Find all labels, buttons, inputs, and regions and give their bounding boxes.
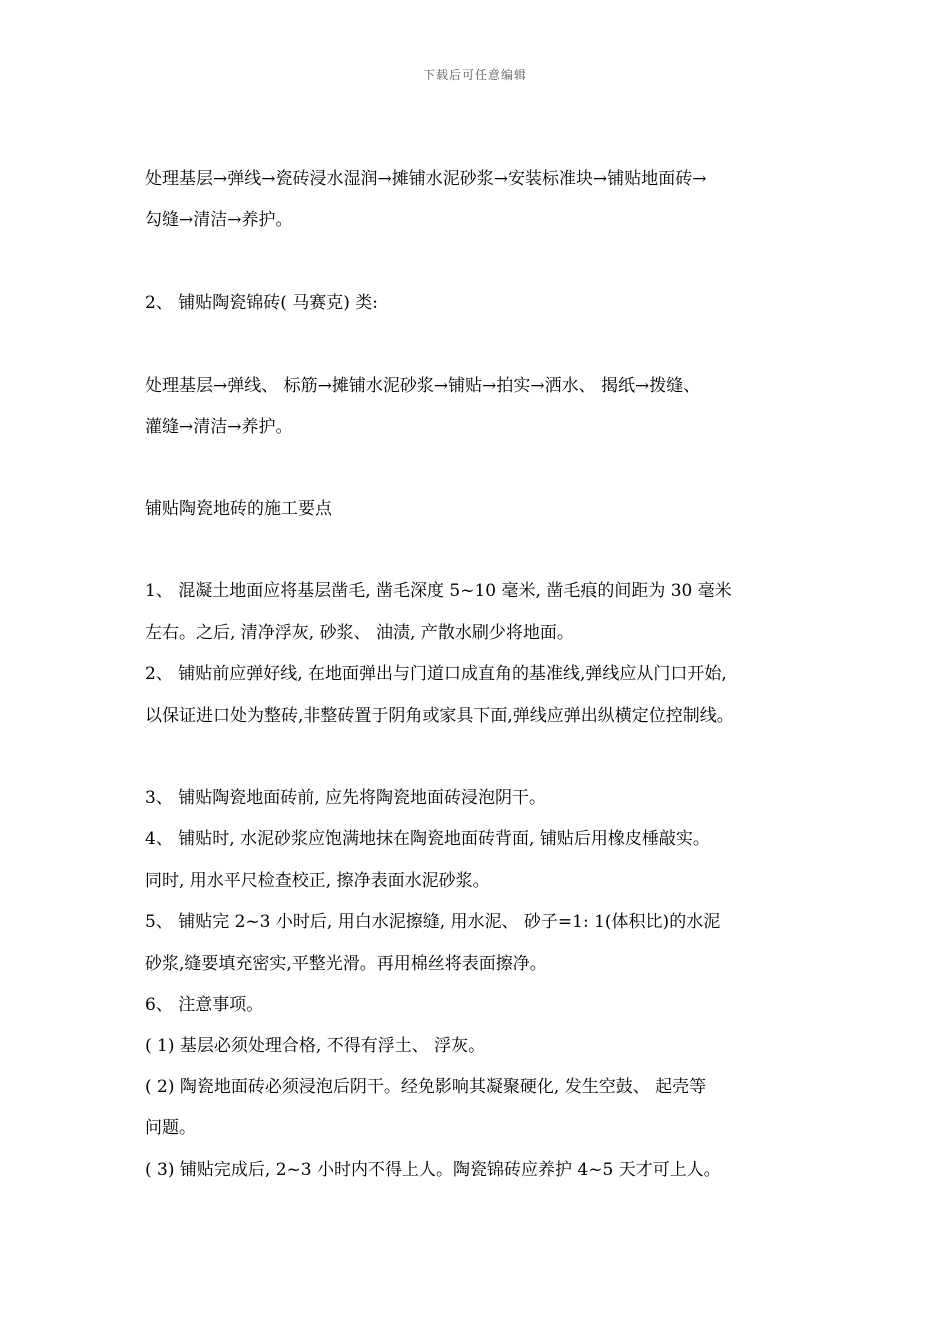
- text-line: 砂浆,缝要填充密实,平整光滑。再用棉丝将表面擦净。: [145, 954, 547, 974]
- text-line: 2、 铺贴前应弹好线, 在地面弹出与门道口成直角的基准线,弹线应从门口开始,: [145, 664, 727, 684]
- text-line: 勾缝→清洁→养护。: [145, 210, 293, 230]
- text-line: 4、 铺贴时, 水泥砂浆应饱满地抹在陶瓷地面砖背面, 铺贴后用橡皮棰敲实。: [145, 829, 710, 849]
- text-line: 灌缝→清洁→养护。: [145, 417, 293, 437]
- text-line: 6、 注意事项。: [145, 995, 264, 1015]
- text-line: ( 3) 铺贴完成后, 2~3 小时内不得上人。陶瓷锦砖应养护 4~5 天才可上人。: [145, 1160, 721, 1180]
- page-header-note: 下载后可任意编辑: [422, 68, 527, 82]
- text-line: 问题。: [145, 1118, 196, 1138]
- text-line: 处理基层→弹线、 标筋→摊铺水泥砂浆→铺贴→拍实→洒水、 揭纸→拨缝、: [145, 376, 701, 396]
- text-line: 3、 铺贴陶瓷地面砖前, 应先将陶瓷地面砖浸泡阴干。: [145, 788, 547, 808]
- text-line: 1、 混凝土地面应将基层凿毛, 凿毛深度 5~10 毫米, 凿毛痕的间距为 30 毫米: [145, 581, 732, 601]
- text-line: 5、 铺贴完 2~3 小时后, 用白水泥擦缝, 用水泥、 砂子=1: 1(体积比)的水泥: [145, 912, 721, 932]
- text-line: 2、 铺贴陶瓷锦砖( 马赛克) 类:: [145, 293, 379, 313]
- text-line: 同时, 用水平尺检查校正, 擦净表面水泥砂浆。: [145, 871, 490, 891]
- section-heading: 铺贴陶瓷地砖的施工要点: [145, 499, 332, 519]
- text-line: ( 2) 陶瓷地面砖必须浸泡后阴干。经免影响其凝聚硬化, 发生空鼓、 起壳等: [145, 1077, 707, 1097]
- text-line: ( 1) 基层必须处理合格, 不得有浮土、 浮灰。: [145, 1036, 486, 1056]
- text-line: 以保证进口处为整砖,非整砖置于阴角或家具下面,弹线应弹出纵横定位控制线。: [145, 706, 734, 726]
- text-line: 左右。之后, 清净浮灰, 砂浆、 油渍, 产散水刷少将地面。: [145, 623, 574, 643]
- text-line: 处理基层→弹线→瓷砖浸水湿润→摊铺水泥砂浆→安装标准块→铺贴地面砖→: [145, 169, 707, 189]
